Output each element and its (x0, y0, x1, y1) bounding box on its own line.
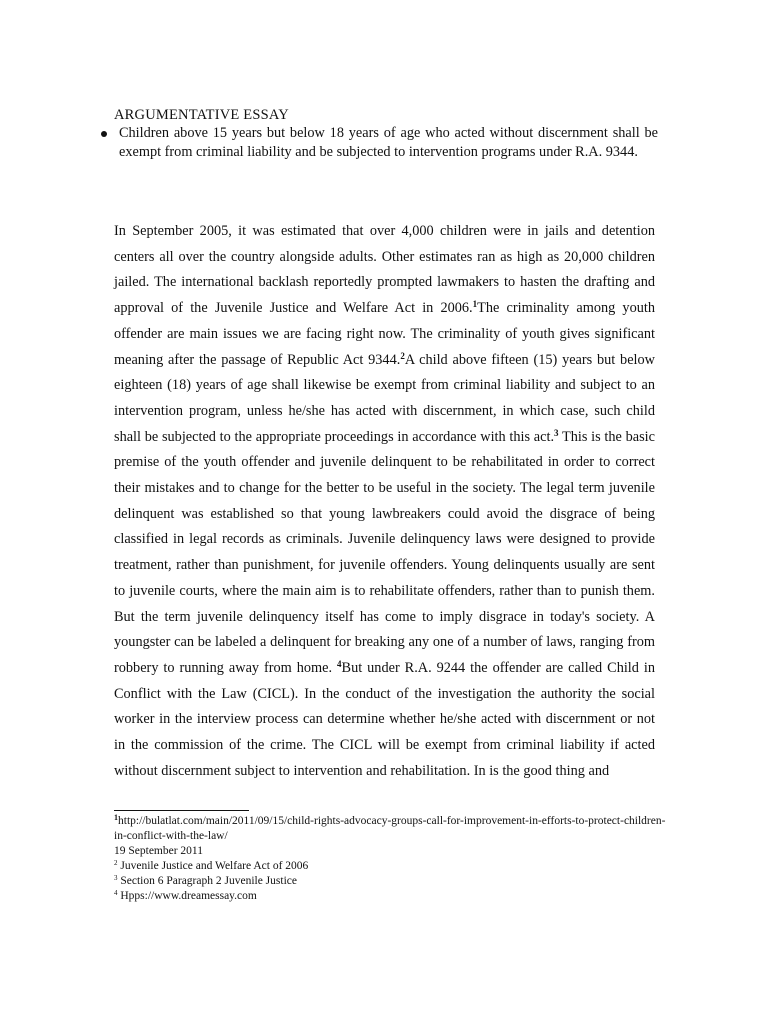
footnote-2 (114, 859, 674, 874)
footnote-text: Juvenile Justice and Welfare Act of 2006 (117, 860, 309, 872)
body-paragraph (114, 219, 655, 784)
footnote-ref-3: 3 (554, 427, 559, 438)
footnote-4 (114, 889, 674, 904)
footnote-mark: 1 (114, 813, 118, 822)
footnote-ref-4: 4 (337, 658, 342, 669)
footnote-ref-1: 1 (472, 299, 478, 310)
footnote-1-date (114, 844, 674, 859)
footnote-text: Section 6 Paragraph 2 Juvenile Justice (117, 875, 297, 887)
paragraph-sentence-5: But under R.A. 9244 the offender are called Child in Conflict with the Law (CICL). In the conduct of the investigation the authority the social worker in the interview process can determine whether he/she acted with discernment or not in the commission of the crime. The CICL will be exempt from criminal liability if acted without discernment subject to intervention and rehabilitation. In is the good thing and (114, 659, 655, 779)
bullet-list (98, 124, 658, 162)
footnote-text: Hpps://www.dreamessay.com (117, 890, 257, 902)
bullet-dot-icon (101, 131, 107, 137)
footnote-separator (114, 810, 249, 811)
paragraph-sentence-4: This is the basic premise of the youth offender and juvenile delinquent to be rehabilitated in order to correct their mistakes and to change for the better to be useful in the society. The legal term juvenile delinquent was established so that young lawbreakers could avoid the disgrace of being classified in legal records as criminals. Juvenile delinquency laws were designed to provide treatment, rather than punishment, for juvenile offenders. Young delinquents usually are sent to juvenile courts, where the main aim is to rehabilitate offenders, rather than to punish them. But the term juvenile delinquency itself has come to imply disgrace in today's society. A youngster can be labeled a delinquent for breaking any one of a number of laws, ranging from robbery to running away from home. (114, 428, 655, 676)
footnote-text: 19 September 2011 (114, 845, 204, 857)
bullet-text: Children above 15 years but below 18 years of age who acted without discernment shall be exempt from criminal liability and be subjected to intervention programs under R.A. 9344. (119, 125, 658, 160)
footnotes (114, 814, 674, 904)
footnote-ref-2: 2 (400, 350, 405, 361)
footnote-mark: 4 (114, 889, 118, 897)
paragraph-sentence-3: A child above fifteen (15) years but below eighteen (18) years of age shall likewise be exempt from criminal liability and subject to an intervention program, unless he/she has acted with discernment, in which case, such child shall be subjected to the appropriate proceedings in accordance with this act. (114, 351, 655, 445)
essay-title: ARGUMENTATIVE ESSAY (114, 107, 289, 123)
footnote-text: http://bulatlat.com/main/2011/09/15/child-rights-advocacy-groups-call-for-improvement-in-efforts-to-protect-children-in-conflict-with-the-law/ (114, 815, 666, 842)
paragraph-sentence-2: The criminality among youth offender are main issues we are facing right now. The criminality of youth gives significant meaning after the passage of Republic Act 9344. (114, 300, 655, 368)
footnote-mark: 2 (114, 859, 118, 867)
footnote-mark: 3 (114, 874, 118, 882)
bullet-item (98, 124, 658, 162)
footnote-1 (114, 814, 674, 844)
footnote-3 (114, 874, 674, 889)
paragraph-sentence-1: In September 2005, it was estimated that over 4,000 children were in jails and detention centers all over the country alongside adults. Other estimates ran as high as 20,000 children jailed. The international backlash reportedly prompted lawmakers to hasten the drafting and approval of the Juvenile Justice and Welfare Act in 2006. (114, 223, 655, 317)
